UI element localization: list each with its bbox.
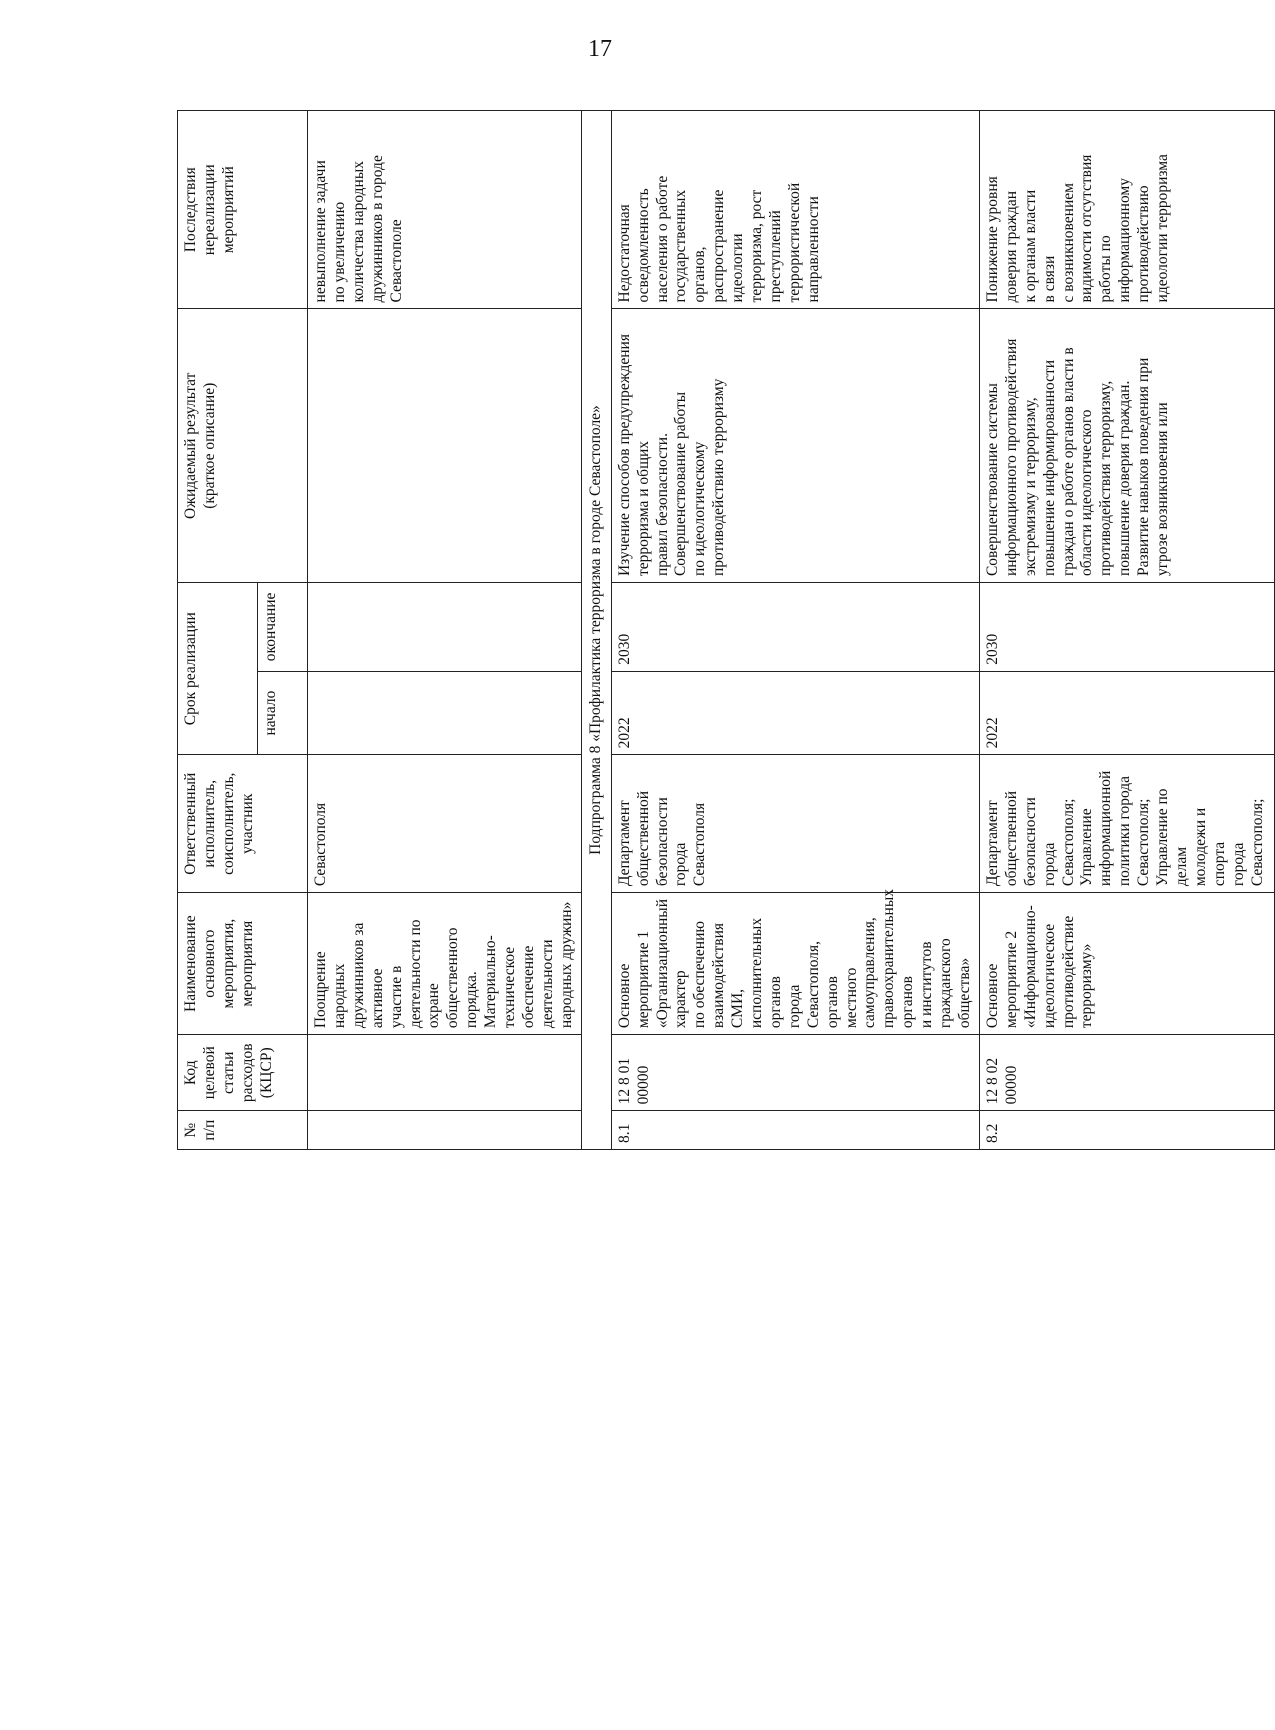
header-name: Наименование основного мероприятия, мероприятия [178, 893, 308, 1035]
cell-num: 8.1 [611, 1111, 979, 1150]
cell-name: Поощрение народных дружинников за активное участие в деятельности по охране общественного порядка. Материально-техническое обеспечение деятельности народных дружин» [308, 893, 582, 1035]
cell-end: 2030 [979, 583, 1274, 672]
cell-result: Совершенствование системы информационного противодействия экстремизму и терроризму, повышение информированности граждан о работе органов власти в области идеологического противодействия терроризму, повышение доверия граждан. Развитие навыков поведения при угрозе возникновения или [979, 309, 1274, 583]
table-row-continuation [308, 111, 582, 1150]
cell-result [308, 309, 582, 583]
program-activities-table [177, 110, 1275, 1150]
cell-code [308, 1035, 582, 1111]
cell-executor: Департамент общественной безопасности города Севастополя [611, 755, 979, 893]
cell-executor: Департамент общественной безопасности города Севастополя; Управление информационной политики города Севастополя; Управление по делам молодежи и спорта города Севастополя; [979, 755, 1274, 893]
cell-code: 12 8 01 00000 [611, 1035, 979, 1111]
cell-name: Основное мероприятие 2 «Информационно- идеологическое противодействие терроризму» [979, 893, 1274, 1035]
cell-end [308, 583, 582, 672]
cell-result: Изучение способов предупреждения терроризма и общих правил безопасности. Совершенствование работы по идеологическому противодействию терроризму [611, 309, 979, 583]
cell-start [308, 671, 582, 755]
table-header-row [178, 111, 258, 1150]
table-row [611, 111, 979, 1150]
cell-start: 2022 [611, 671, 979, 755]
cell-num [308, 1111, 582, 1150]
header-code: Код целевой статьи расходов (КЦСР) [178, 1035, 308, 1111]
header-period: Срок реализации [178, 583, 258, 755]
subprogram-title: Подпрограмма 8 «Профилактика терроризма в городе Севастополе» [581, 111, 611, 1150]
subprogram-row [581, 111, 611, 1150]
cell-executor: Севастополя [308, 755, 582, 893]
page-number: 17 [588, 36, 612, 62]
rotated-table-container [177, 110, 1266, 1150]
cell-start: 2022 [979, 671, 1274, 755]
header-end: окончание [258, 583, 308, 672]
header-executor: Ответственный исполнитель, соисполнитель, участник [178, 755, 308, 893]
header-result: Ожидаемый результат (краткое описание) [178, 309, 308, 583]
header-consequences: Последствия нереализации мероприятий [178, 111, 308, 309]
header-start: начало [258, 671, 308, 755]
cell-consequences: Понижение уровня доверия граждан к органам власти в связи с возникновением видимости отсутствия работы по информационному противодействию идеологии терроризма [979, 111, 1274, 309]
cell-code: 12 8 02 00000 [979, 1035, 1274, 1111]
cell-consequences: Недостаточная осведомленность населения о работе государственных органов, распространение идеологии терроризма, рост преступлений террористической направленности [611, 111, 979, 309]
cell-name: Основное мероприятие 1 «Организационный характер по обеспечению взаимодействия СМИ, исполнительных органов города Севастополя, органов местного самоуправления, правоохранительных органов и институтов гражданского общества» [611, 893, 979, 1035]
cell-num: 8.2 [979, 1111, 1274, 1150]
table-row [979, 111, 1274, 1150]
cell-end: 2030 [611, 583, 979, 672]
header-num: № п/п [178, 1111, 308, 1150]
cell-consequences: невыполнение задачи по увеличению количества народных дружинников в городе Севастополе [308, 111, 582, 309]
